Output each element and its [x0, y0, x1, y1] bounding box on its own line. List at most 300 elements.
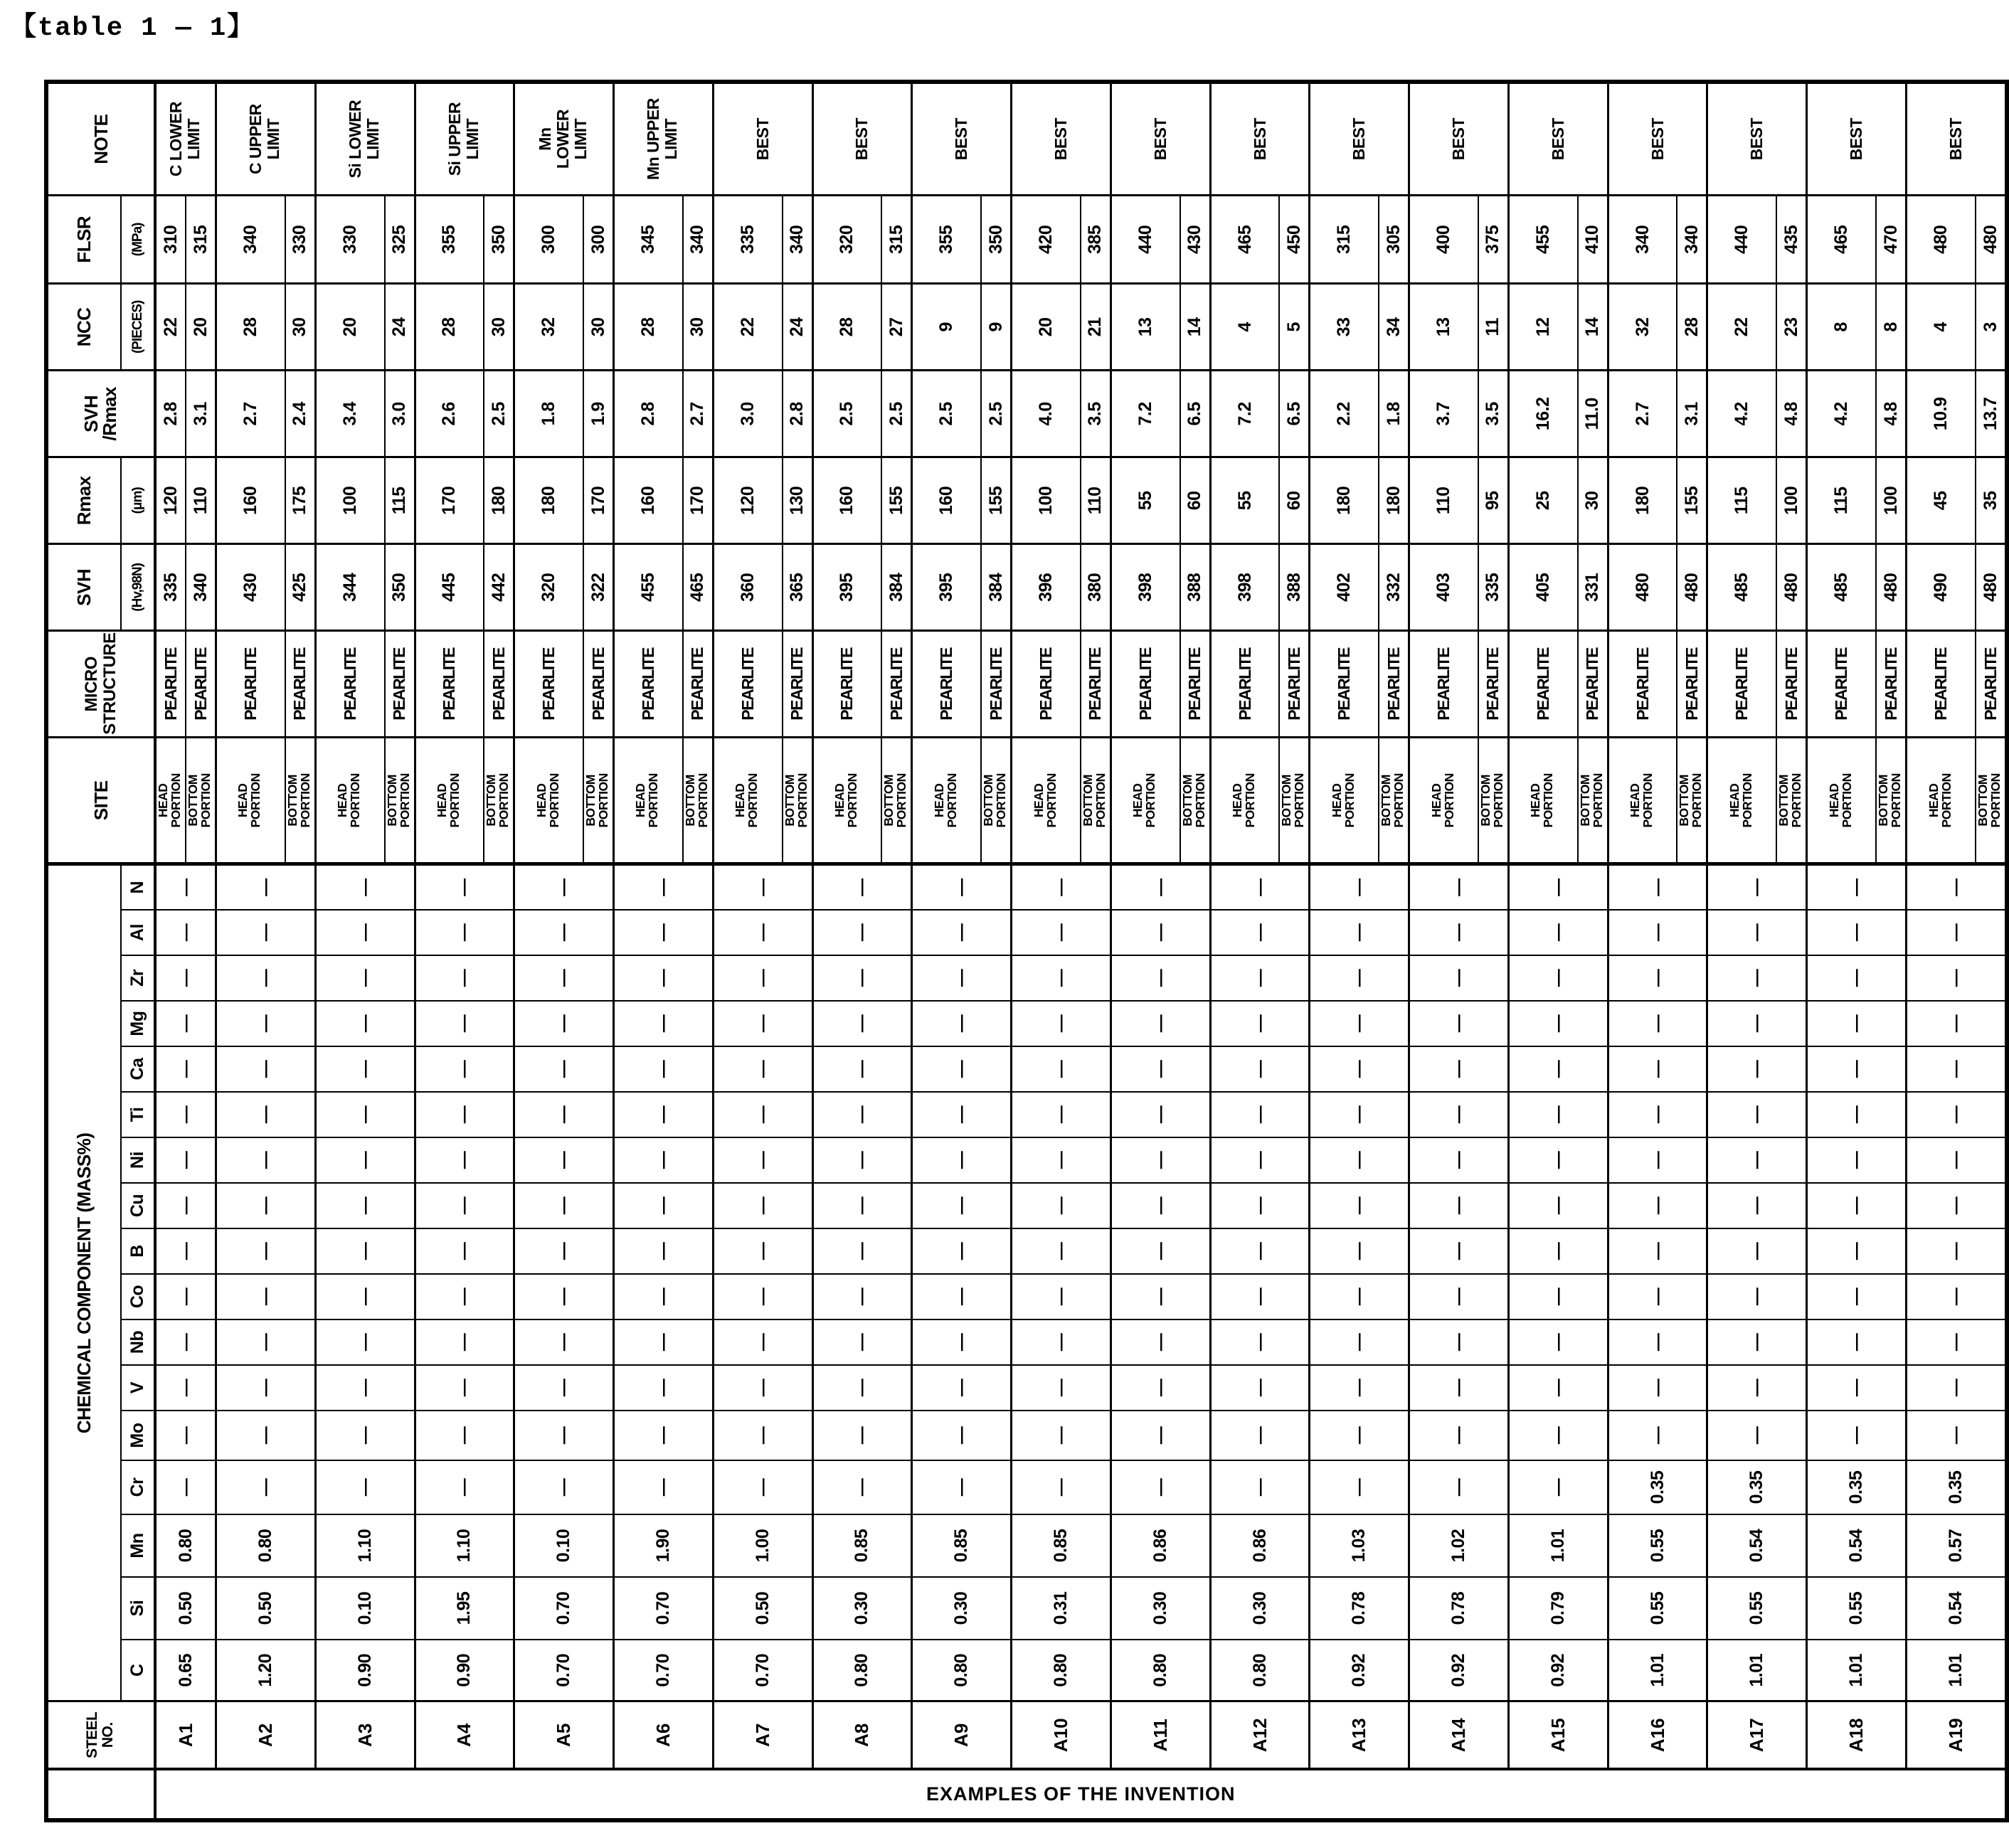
cell-a13-chem-al: — — [1310, 910, 1409, 955]
cell-a18-svh-rmax-bottom: 4.8 — [1876, 371, 1907, 457]
cell-a5-chem-cu: — — [514, 1183, 614, 1228]
cell-a15-chem-cr: — — [1508, 1460, 1608, 1514]
cell-a6-svh-rmax-bottom: 2.7 — [683, 371, 714, 457]
element-header-mo: Mo — [121, 1411, 155, 1460]
cell-a19-chem-mg: — — [1907, 1001, 2007, 1046]
cell-a7-chem-cr: — — [713, 1460, 812, 1514]
cell-a5-chem-co: — — [514, 1274, 614, 1319]
cell-a4-site-head: HEAD PORTION — [415, 738, 484, 864]
cell-a5-site-head: HEAD PORTION — [514, 738, 583, 864]
cell-a19-chem-al: — — [1907, 910, 2007, 955]
cell-a16-note: BEST — [1608, 82, 1707, 196]
cell-a16-chem-mn: 0.55 — [1608, 1514, 1707, 1577]
cell-a13-rmax-head: 180 — [1310, 457, 1379, 544]
cell-a16-chem-al: — — [1608, 910, 1707, 955]
cell-a6-svh-head: 455 — [614, 544, 683, 631]
cell-a10-chem-si: 0.31 — [1012, 1577, 1111, 1640]
cell-a8-note: BEST — [812, 82, 912, 196]
cell-a14-svh-bottom: 335 — [1478, 544, 1509, 631]
cell-a13-chem-co: — — [1310, 1274, 1409, 1319]
cell-a18-chem-si: 0.55 — [1807, 1577, 1907, 1640]
cell-a14-site-bottom: BOTTOM PORTION — [1478, 738, 1509, 864]
cell-a18-chem-ti: — — [1807, 1092, 1907, 1137]
cell-a5-micro-head: PEARLITE — [514, 631, 583, 738]
cell-a8-chem-n: — — [812, 864, 912, 910]
cell-a14-chem-v: — — [1409, 1365, 1509, 1411]
cell-a6-chem-v: — — [614, 1365, 714, 1411]
cell-a5-flsr-bottom: 300 — [583, 196, 614, 284]
cell-a3-svh-bottom: 350 — [385, 544, 415, 631]
cell-a13-chem-mg: — — [1310, 1001, 1409, 1046]
cell-a16-micro-head: PEARLITE — [1608, 631, 1677, 738]
cell-a9-rmax-head: 160 — [912, 457, 981, 544]
cell-a19-flsr-head: 480 — [1907, 196, 1976, 284]
cell-a10-chem-v: — — [1012, 1365, 1111, 1411]
cell-a6-micro-head: PEARLITE — [614, 631, 683, 738]
cell-a18-ncc-bottom: 8 — [1876, 284, 1907, 371]
cell-a17-micro-head: PEARLITE — [1707, 631, 1776, 738]
cell-a11-chem-c: 0.80 — [1110, 1640, 1210, 1701]
note-header: NOTE — [46, 82, 155, 196]
cell-a5-chem-n: — — [514, 864, 614, 910]
cell-a15-svh-rmax-head: 16.2 — [1508, 371, 1577, 457]
cell-a1-chem-nb: — — [155, 1319, 216, 1365]
element-header-cu: Cu — [121, 1183, 155, 1228]
examples-of-invention-cell: EXAMPLES OF THE INVENTION — [155, 1769, 2007, 1820]
cell-a11-rmax-head: 55 — [1110, 457, 1180, 544]
cell-a17-chem-mn: 0.54 — [1707, 1514, 1807, 1577]
micro-structure-header: MICRO STRUCTURE — [46, 631, 155, 738]
cell-a19-chem-si: 0.54 — [1907, 1577, 2007, 1640]
cell-a2-ncc-bottom: 30 — [285, 284, 316, 371]
cell-a14-chem-c: 0.92 — [1409, 1640, 1509, 1701]
cell-a15-chem-al: — — [1508, 910, 1608, 955]
cell-a5-chem-b: — — [514, 1228, 614, 1274]
cell-a17-micro-bottom: PEARLITE — [1776, 631, 1807, 738]
cell-a4-chem-ni: — — [415, 1137, 514, 1183]
cell-a2-svh-head: 430 — [216, 544, 285, 631]
cell-a5-micro-bottom: PEARLITE — [583, 631, 614, 738]
cell-a8-flsr-bottom: 315 — [881, 196, 912, 284]
cell-a10-rmax-bottom: 110 — [1081, 457, 1111, 544]
cell-a6-chem-n: — — [614, 864, 714, 910]
cell-a19-chem-co: — — [1907, 1274, 2007, 1319]
cell-a18-chem-v: — — [1807, 1365, 1907, 1411]
cell-a16-chem-mg: — — [1608, 1001, 1707, 1046]
corner-empty-cell — [46, 1769, 155, 1820]
cell-a16-rmax-head: 180 — [1608, 457, 1677, 544]
cell-a13-chem-mn: 1.03 — [1310, 1514, 1409, 1577]
cell-a14-chem-b: — — [1409, 1228, 1509, 1274]
cell-a8-steel-no: A8 — [812, 1701, 912, 1769]
cell-a17-chem-v: — — [1707, 1365, 1807, 1411]
cell-a10-chem-ca: — — [1012, 1046, 1111, 1092]
cell-a19-svh-rmax-head: 10.9 — [1907, 371, 1976, 457]
cell-a5-note: Mn LOWER LIMIT — [514, 82, 614, 196]
cell-a14-steel-no: A14 — [1409, 1701, 1509, 1769]
cell-a16-chem-si: 0.55 — [1608, 1577, 1707, 1640]
cell-a17-rmax-head: 115 — [1707, 457, 1776, 544]
cell-a15-flsr-bottom: 410 — [1578, 196, 1608, 284]
cell-a18-steel-no: A18 — [1807, 1701, 1907, 1769]
cell-a10-chem-n: — — [1012, 864, 1111, 910]
cell-a9-chem-nb: — — [912, 1319, 1012, 1365]
cell-a9-micro-head: PEARLITE — [912, 631, 981, 738]
cell-a17-chem-n: — — [1707, 864, 1807, 910]
cell-a7-site-bottom: BOTTOM PORTION — [783, 738, 813, 864]
ncc-unit: (PIECES) — [121, 284, 155, 371]
cell-a4-chem-mo: — — [415, 1411, 514, 1460]
cell-a15-chem-nb: — — [1508, 1319, 1608, 1365]
cell-a8-chem-ca: — — [812, 1046, 912, 1092]
cell-a14-ncc-bottom: 11 — [1478, 284, 1509, 371]
cell-a13-svh-head: 402 — [1310, 544, 1379, 631]
cell-a15-chem-ni: — — [1508, 1137, 1608, 1183]
cell-a15-svh-rmax-bottom: 11.0 — [1578, 371, 1608, 457]
cell-a18-chem-ni: — — [1807, 1137, 1907, 1183]
cell-a9-ncc-bottom: 9 — [981, 284, 1012, 371]
cell-a16-chem-b: — — [1608, 1228, 1707, 1274]
cell-a8-chem-zr: — — [812, 955, 912, 1001]
cell-a16-steel-no: A16 — [1608, 1701, 1707, 1769]
cell-a12-note: BEST — [1210, 82, 1310, 196]
cell-a2-steel-no: A2 — [216, 1701, 316, 1769]
cell-a6-ncc-head: 28 — [614, 284, 683, 371]
cell-a14-flsr-bottom: 375 — [1478, 196, 1509, 284]
cell-a1-micro-head: PEARLITE — [155, 631, 186, 738]
cell-a6-rmax-bottom: 170 — [683, 457, 714, 544]
cell-a6-chem-c: 0.70 — [614, 1640, 714, 1701]
cell-a17-chem-b: — — [1707, 1228, 1807, 1274]
cell-a14-chem-ca: — — [1409, 1046, 1509, 1092]
cell-a13-svh-rmax-bottom: 1.8 — [1379, 371, 1409, 457]
cell-a8-site-head: HEAD PORTION — [812, 738, 881, 864]
cell-a18-chem-cr: 0.35 — [1807, 1460, 1907, 1514]
cell-a6-site-bottom: BOTTOM PORTION — [683, 738, 714, 864]
cell-a7-flsr-head: 335 — [713, 196, 782, 284]
cell-a9-flsr-bottom: 350 — [981, 196, 1012, 284]
cell-a18-chem-n: — — [1807, 864, 1907, 910]
cell-a17-ncc-head: 22 — [1707, 284, 1776, 371]
cell-a6-svh-bottom: 465 — [683, 544, 714, 631]
cell-a15-chem-zr: — — [1508, 955, 1608, 1001]
cell-a10-site-bottom: BOTTOM PORTION — [1081, 738, 1111, 864]
cell-a3-chem-b: — — [315, 1228, 415, 1274]
cell-a18-rmax-head: 115 — [1807, 457, 1876, 544]
cell-a8-chem-b: — — [812, 1228, 912, 1274]
cell-a10-micro-bottom: PEARLITE — [1081, 631, 1111, 738]
cell-a10-steel-no: A10 — [1012, 1701, 1111, 1769]
cell-a11-chem-mg: — — [1110, 1001, 1210, 1046]
cell-a13-chem-v: — — [1310, 1365, 1409, 1411]
cell-a12-site-head: HEAD PORTION — [1210, 738, 1279, 864]
cell-a4-chem-ti: — — [415, 1092, 514, 1137]
cell-a14-chem-mg: — — [1409, 1001, 1509, 1046]
cell-a15-svh-head: 405 — [1508, 544, 1577, 631]
cell-a2-site-head: HEAD PORTION — [216, 738, 285, 864]
cell-a1-steel-no: A1 — [155, 1701, 216, 1769]
cell-a11-chem-nb: — — [1110, 1319, 1210, 1365]
cell-a4-micro-head: PEARLITE — [415, 631, 484, 738]
cell-a17-chem-zr: — — [1707, 955, 1807, 1001]
cell-a4-chem-n: — — [415, 864, 514, 910]
cell-a16-chem-ti: — — [1608, 1092, 1707, 1137]
cell-a19-chem-ni: — — [1907, 1137, 2007, 1183]
cell-a8-svh-rmax-head: 2.5 — [812, 371, 881, 457]
cell-a10-svh-bottom: 380 — [1081, 544, 1111, 631]
cell-a2-chem-ca: — — [216, 1046, 316, 1092]
cell-a19-chem-zr: — — [1907, 955, 2007, 1001]
cell-a12-rmax-head: 55 — [1210, 457, 1279, 544]
svh-rmax-header: SVH /Rmax — [46, 371, 155, 457]
cell-a15-chem-co: — — [1508, 1274, 1608, 1319]
cell-a7-rmax-bottom: 130 — [783, 457, 813, 544]
cell-a19-site-head: HEAD PORTION — [1907, 738, 1976, 864]
cell-a8-chem-co: — — [812, 1274, 912, 1319]
cell-a11-chem-ca: — — [1110, 1046, 1210, 1092]
cell-a9-rmax-bottom: 155 — [981, 457, 1012, 544]
cell-a15-steel-no: A15 — [1508, 1701, 1608, 1769]
cell-a18-chem-mg: — — [1807, 1001, 1907, 1046]
cell-a10-flsr-bottom: 385 — [1081, 196, 1111, 284]
cell-a19-ncc-bottom: 3 — [1976, 284, 2007, 371]
cell-a12-chem-zr: — — [1210, 955, 1310, 1001]
cell-a9-chem-mo: — — [912, 1411, 1012, 1460]
cell-a17-chem-al: — — [1707, 910, 1807, 955]
cell-a8-chem-ni: — — [812, 1137, 912, 1183]
cell-a15-chem-mn: 1.01 — [1508, 1514, 1608, 1577]
cell-a14-svh-head: 403 — [1409, 544, 1478, 631]
cell-a13-chem-b: — — [1310, 1228, 1409, 1274]
cell-a9-svh-head: 395 — [912, 544, 981, 631]
cell-a10-chem-mo: — — [1012, 1411, 1111, 1460]
cell-a6-steel-no: A6 — [614, 1701, 714, 1769]
cell-a10-chem-cr: — — [1012, 1460, 1111, 1514]
cell-a10-rmax-head: 100 — [1012, 457, 1081, 544]
cell-a2-chem-mn: 0.80 — [216, 1514, 316, 1577]
cell-a6-chem-al: — — [614, 910, 714, 955]
cell-a2-svh-bottom: 425 — [285, 544, 316, 631]
cell-a18-chem-cu: — — [1807, 1183, 1907, 1228]
cell-a5-chem-ca: — — [514, 1046, 614, 1092]
cell-a1-svh-rmax-head: 2.8 — [155, 371, 186, 457]
cell-a5-chem-c: 0.70 — [514, 1640, 614, 1701]
cell-a7-micro-head: PEARLITE — [713, 631, 782, 738]
cell-a4-steel-no: A4 — [415, 1701, 514, 1769]
cell-a16-rmax-bottom: 155 — [1677, 457, 1707, 544]
cell-a11-chem-b: — — [1110, 1228, 1210, 1274]
cell-a4-note: Si UPPER LIMIT — [415, 82, 514, 196]
cell-a6-flsr-head: 345 — [614, 196, 683, 284]
cell-a10-ncc-head: 20 — [1012, 284, 1081, 371]
cell-a16-svh-rmax-head: 2.7 — [1608, 371, 1677, 457]
cell-a9-chem-mn: 0.85 — [912, 1514, 1012, 1577]
cell-a7-chem-co: — — [713, 1274, 812, 1319]
cell-a14-svh-rmax-head: 3.7 — [1409, 371, 1478, 457]
cell-a5-chem-ti: — — [514, 1092, 614, 1137]
cell-a3-ncc-bottom: 24 — [385, 284, 415, 371]
cell-a5-chem-ni: — — [514, 1137, 614, 1183]
cell-a6-note: Mn UPPER LIMIT — [614, 82, 714, 196]
cell-a8-site-bottom: BOTTOM PORTION — [881, 738, 912, 864]
cell-a17-chem-cr: 0.35 — [1707, 1460, 1807, 1514]
cell-a8-chem-al: — — [812, 910, 912, 955]
cell-a12-chem-ti: — — [1210, 1092, 1310, 1137]
cell-a2-chem-cu: — — [216, 1183, 316, 1228]
cell-a2-flsr-bottom: 330 — [285, 196, 316, 284]
cell-a18-svh-bottom: 480 — [1876, 544, 1907, 631]
ncc-header: NCC — [46, 284, 121, 371]
cell-a6-chem-mo: — — [614, 1411, 714, 1460]
cell-a18-svh-head: 485 — [1807, 544, 1876, 631]
cell-a12-chem-mg: — — [1210, 1001, 1310, 1046]
cell-a10-chem-ni: — — [1012, 1137, 1111, 1183]
cell-a1-micro-bottom: PEARLITE — [186, 631, 216, 738]
cell-a14-note: BEST — [1409, 82, 1509, 196]
cell-a11-chem-co: — — [1110, 1274, 1210, 1319]
cell-a8-svh-bottom: 384 — [881, 544, 912, 631]
cell-a4-rmax-bottom: 180 — [484, 457, 514, 544]
cell-a15-micro-head: PEARLITE — [1508, 631, 1577, 738]
cell-a10-svh-head: 396 — [1012, 544, 1081, 631]
cell-a8-flsr-head: 320 — [812, 196, 881, 284]
cell-a1-chem-si: 0.50 — [155, 1577, 216, 1640]
cell-a4-chem-v: — — [415, 1365, 514, 1411]
cell-a2-chem-n: — — [216, 864, 316, 910]
cell-a13-chem-ni: — — [1310, 1137, 1409, 1183]
cell-a3-rmax-bottom: 115 — [385, 457, 415, 544]
cell-a3-svh-head: 344 — [315, 544, 384, 631]
cell-a19-chem-cr: 0.35 — [1907, 1460, 2007, 1514]
cell-a18-svh-rmax-head: 4.2 — [1807, 371, 1876, 457]
cell-a10-svh-rmax-bottom: 3.5 — [1081, 371, 1111, 457]
cell-a18-chem-co: — — [1807, 1274, 1907, 1319]
cell-a4-chem-ca: — — [415, 1046, 514, 1092]
cell-a7-chem-si: 0.50 — [713, 1577, 812, 1640]
cell-a9-svh-rmax-head: 2.5 — [912, 371, 981, 457]
cell-a8-svh-head: 395 — [812, 544, 881, 631]
cell-a6-chem-ti: — — [614, 1092, 714, 1137]
cell-a7-chem-mg: — — [713, 1001, 812, 1046]
cell-a12-svh-rmax-head: 7.2 — [1210, 371, 1279, 457]
cell-a8-micro-bottom: PEARLITE — [881, 631, 912, 738]
cell-a9-chem-ni: — — [912, 1137, 1012, 1183]
steel-data-table — [44, 80, 2009, 1822]
cell-a16-chem-c: 1.01 — [1608, 1640, 1707, 1701]
cell-a12-chem-c: 0.80 — [1210, 1640, 1310, 1701]
cell-a1-chem-co: — — [155, 1274, 216, 1319]
cell-a4-chem-b: — — [415, 1228, 514, 1274]
cell-a13-micro-bottom: PEARLITE — [1379, 631, 1409, 738]
cell-a8-chem-c: 0.80 — [812, 1640, 912, 1701]
cell-a3-chem-n: — — [315, 864, 415, 910]
cell-a9-chem-zr: — — [912, 955, 1012, 1001]
cell-a11-site-head: HEAD PORTION — [1110, 738, 1180, 864]
cell-a1-chem-al: — — [155, 910, 216, 955]
cell-a13-chem-c: 0.92 — [1310, 1640, 1409, 1701]
cell-a18-chem-ca: — — [1807, 1046, 1907, 1092]
cell-a19-site-bottom: BOTTOM PORTION — [1976, 738, 2007, 864]
cell-a13-chem-cr: — — [1310, 1460, 1409, 1514]
cell-a13-svh-rmax-head: 2.2 — [1310, 371, 1379, 457]
cell-a14-ncc-head: 13 — [1409, 284, 1478, 371]
cell-a3-chem-v: — — [315, 1365, 415, 1411]
cell-a1-chem-cr: — — [155, 1460, 216, 1514]
cell-a11-chem-cr: — — [1110, 1460, 1210, 1514]
cell-a11-ncc-head: 13 — [1110, 284, 1180, 371]
cell-a5-svh-rmax-head: 1.8 — [514, 371, 583, 457]
cell-a7-chem-n: — — [713, 864, 812, 910]
cell-a11-svh-rmax-head: 7.2 — [1110, 371, 1180, 457]
flsr-unit: (MPa) — [121, 196, 155, 284]
cell-a6-site-head: HEAD PORTION — [614, 738, 683, 864]
cell-a8-micro-head: PEARLITE — [812, 631, 881, 738]
cell-a5-rmax-head: 180 — [514, 457, 583, 544]
cell-a5-steel-no: A5 — [514, 1701, 614, 1769]
element-header-co: Co — [121, 1274, 155, 1319]
cell-a4-svh-rmax-bottom: 2.5 — [484, 371, 514, 457]
cell-a13-chem-zr: — — [1310, 955, 1409, 1001]
cell-a12-chem-co: — — [1210, 1274, 1310, 1319]
cell-a13-chem-mo: — — [1310, 1411, 1409, 1460]
cell-a18-note: BEST — [1807, 82, 1907, 196]
cell-a14-chem-cr: — — [1409, 1460, 1509, 1514]
cell-a9-chem-mg: — — [912, 1001, 1012, 1046]
cell-a1-flsr-bottom: 315 — [186, 196, 216, 284]
cell-a5-ncc-head: 32 — [514, 284, 583, 371]
cell-a14-rmax-head: 110 — [1409, 457, 1478, 544]
cell-a10-chem-b: — — [1012, 1228, 1111, 1274]
cell-a19-chem-b: — — [1907, 1228, 2007, 1274]
cell-a15-ncc-head: 12 — [1508, 284, 1577, 371]
cell-a3-rmax-head: 100 — [315, 457, 384, 544]
cell-a16-site-head: HEAD PORTION — [1608, 738, 1677, 864]
cell-a15-chem-mo: — — [1508, 1411, 1608, 1460]
cell-a15-note: BEST — [1508, 82, 1608, 196]
cell-a12-micro-bottom: PEARLITE — [1279, 631, 1310, 738]
cell-a15-site-head: HEAD PORTION — [1508, 738, 1577, 864]
cell-a1-site-bottom: BOTTOM PORTION — [186, 738, 216, 864]
cell-a10-site-head: HEAD PORTION — [1012, 738, 1081, 864]
cell-a14-chem-co: — — [1409, 1274, 1509, 1319]
cell-a11-rmax-bottom: 60 — [1180, 457, 1211, 544]
element-header-mg: Mg — [121, 1001, 155, 1046]
cell-a6-flsr-bottom: 340 — [683, 196, 714, 284]
cell-a5-chem-nb: — — [514, 1319, 614, 1365]
cell-a1-svh-head: 335 — [155, 544, 186, 631]
cell-a3-chem-mo: — — [315, 1411, 415, 1460]
cell-a7-chem-v: — — [713, 1365, 812, 1411]
cell-a1-rmax-bottom: 110 — [186, 457, 216, 544]
cell-a15-chem-mg: — — [1508, 1001, 1608, 1046]
cell-a8-chem-mg: — — [812, 1001, 912, 1046]
cell-a3-chem-mn: 1.10 — [315, 1514, 415, 1577]
cell-a11-chem-mn: 0.86 — [1110, 1514, 1210, 1577]
cell-a3-chem-ca: — — [315, 1046, 415, 1092]
cell-a6-chem-mn: 1.90 — [614, 1514, 714, 1577]
cell-a19-note: BEST — [1907, 82, 2007, 196]
cell-a3-micro-head: PEARLITE — [315, 631, 384, 738]
svh-header: SVH — [46, 544, 121, 631]
cell-a2-rmax-bottom: 175 — [285, 457, 316, 544]
cell-a9-chem-cr: — — [912, 1460, 1012, 1514]
cell-a19-ncc-head: 4 — [1907, 284, 1976, 371]
cell-a4-micro-bottom: PEARLITE — [484, 631, 514, 738]
cell-a2-chem-zr: — — [216, 955, 316, 1001]
cell-a4-ncc-head: 28 — [415, 284, 484, 371]
cell-a2-site-bottom: BOTTOM PORTION — [285, 738, 316, 864]
cell-a3-flsr-bottom: 325 — [385, 196, 415, 284]
